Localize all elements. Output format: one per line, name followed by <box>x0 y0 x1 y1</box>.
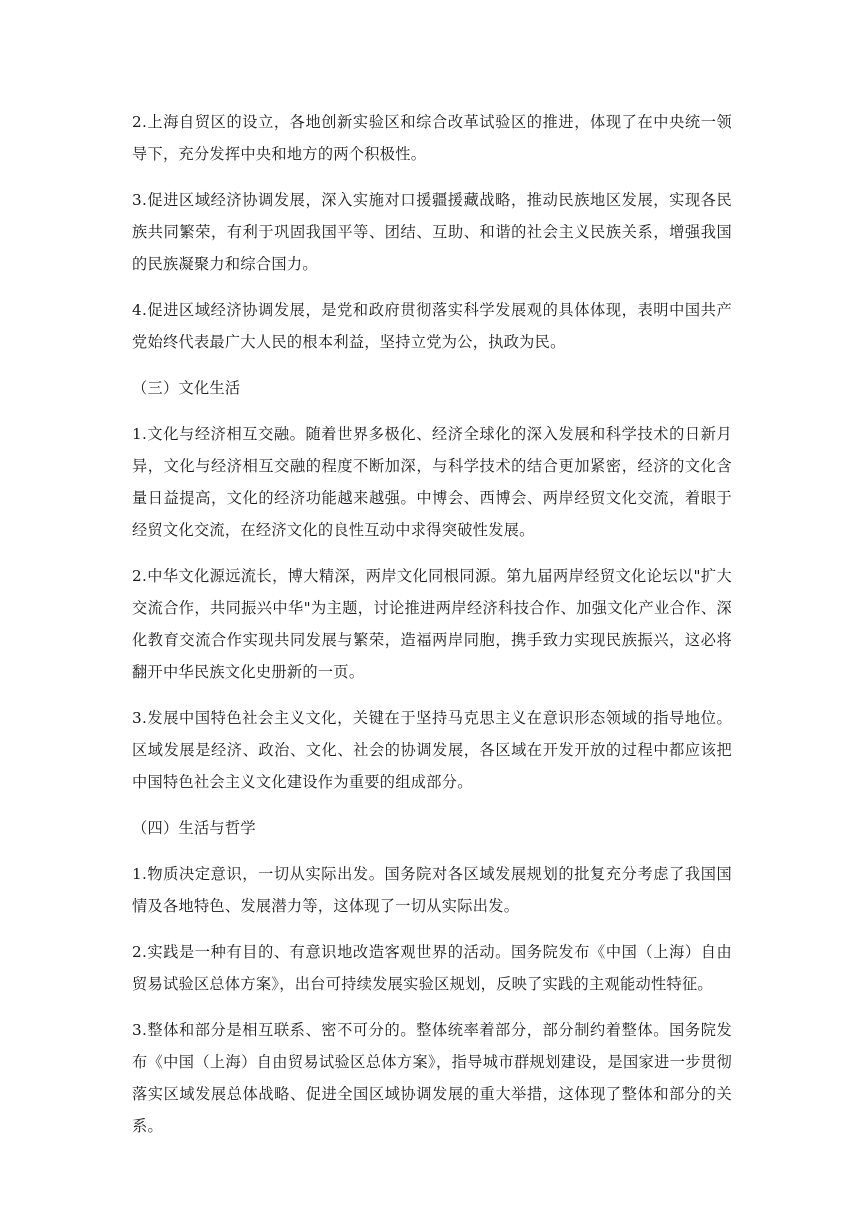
paragraph: 3.发展中国特色社会主义文化，关键在于坚持马克思主义在意识形态领域的指导地位。区域发展是经济、政治、文化、社会的协调发展，各区域在开发开放的过程中都应该把中国特色社会主义文化建设作为重要的组成部分。 <box>132 709 732 791</box>
paragraph: 2.实践是一种有目的、有意识地改造客观世界的活动。国务院发布《中国（上海）自由贸易试验区总体方案》，出台可持续发展实验区规划，反映了实践的主观能动性特征。 <box>132 943 732 993</box>
paragraph: 4.促进区域经济协调发展，是党和政府贯彻落实科学发展观的具体体现，表明中国共产党始终代表最广大人民的根本利益，坚持立党为公，执政为民。 <box>132 301 732 351</box>
paragraph: 2.中华文化源远流长，博大精深，两岸文化同根同源。第九届两岸经贸文化论坛以"扩大交流合作，共同振兴中华"为主题，讨论推进两岸经济科技合作、加强文化产业合作、深化教育交流合作实现共同发展与繁荣，造福两岸同胞，携手致力实现民族振兴，这必将翻开中华民族文化史册新的一页。 <box>132 567 732 681</box>
document-page <box>132 106 732 1156</box>
paragraph: 1.物质决定意识，一切从实际出发。国务院对各区域发展规划的批复充分考虑了我国国情及各地特色、发展潜力等，这体现了一切从实际出发。 <box>132 865 732 915</box>
paragraph: 3.促进区域经济协调发展，深入实施对口援疆援藏战略，推动民族地区发展，实现各民族共同繁荣，有利于巩固我国平等、团结、互助、和谐的社会主义民族关系，增强我国的民族凝聚力和综合国力。 <box>132 191 732 273</box>
paragraph: 1.文化与经济相互交融。随着世界多极化、经济全球化的深入发展和科学技术的日新月异，文化与经济相互交融的程度不断加深，与科学技术的结合更加紧密，经济的文化含量日益提高，文化的经济功能越来越强。中博会、西博会、两岸经贸文化交流，着眼于经贸文化交流，在经济文化的良性互动中求得突破性发展。 <box>132 425 732 539</box>
paragraph: 2.上海自贸区的设立，各地创新实验区和综合改革试验区的推进，体现了在中央统一领导下，充分发挥中央和地方的两个积极性。 <box>132 113 732 163</box>
section-heading: （三）文化生活 <box>132 379 241 397</box>
section-heading: （四）生活与哲学 <box>132 819 256 837</box>
paragraph: 3.整体和部分是相互联系、密不可分的。整体统率着部分，部分制约着整体。国务院发布《中国（上海）自由贸易试验区总体方案》，指导城市群规划建设，是国家进一步贯彻落实区域发展总体战略、促进全国区域协调发展的重大举措，这体现了整体和部分的关系。 <box>132 1021 732 1135</box>
